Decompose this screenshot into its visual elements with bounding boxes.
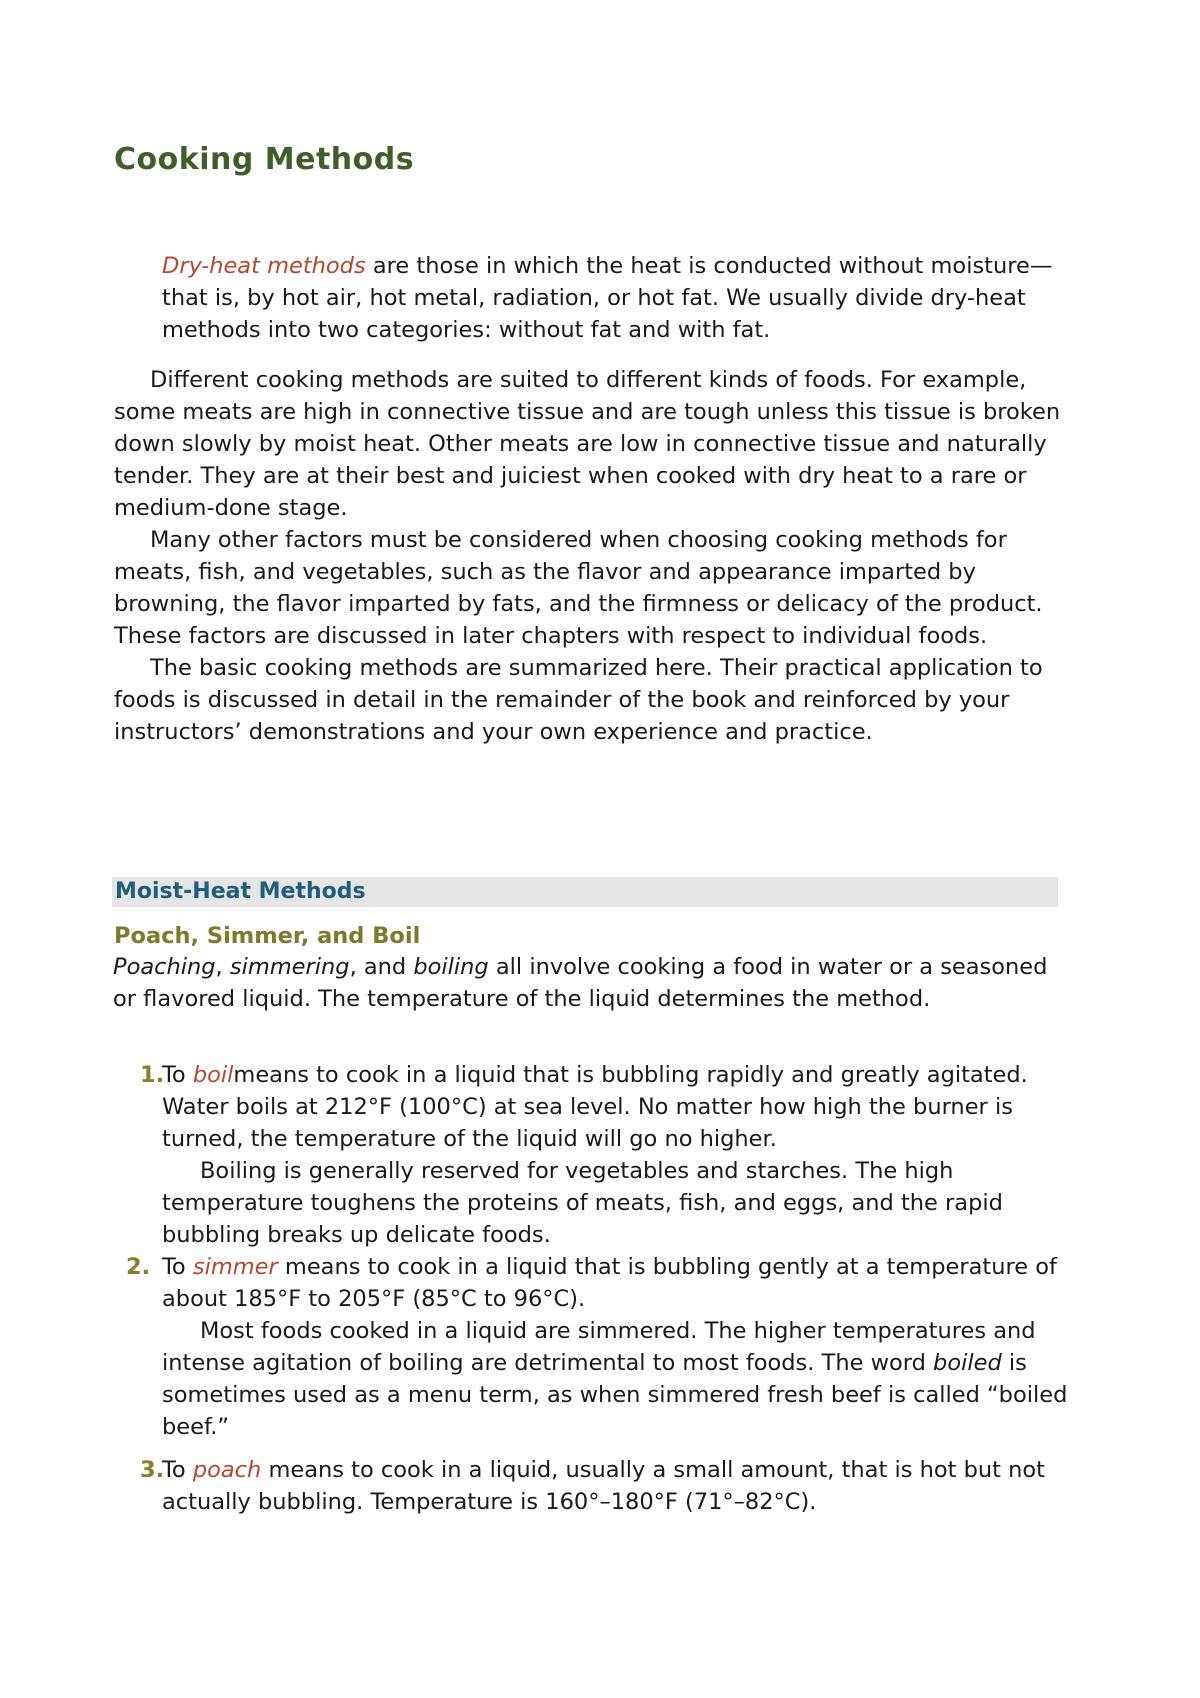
list-item-prefix: To <box>162 1062 193 1088</box>
intro-paragraph: Many other factors must be considered when choosing cooking methods for meats, fish, and vegetables, such as the flavor and appearance imparted by browning, the flavor imparted by fats, and the firmness or delicacy of the product. These factors are discussed in later chapters with respect to individual foods. <box>114 527 1043 649</box>
section-heading: Moist-Heat Methods <box>115 879 366 904</box>
subsection-heading: Poach, Simmer, and Boil <box>114 923 421 949</box>
list-item-poach <box>162 1454 1072 1518</box>
intro-paragraph: Different cooking methods are suited to different kinds of foods. For example, some meats are high in connective tissue and are tough unless this tissue is broken down slowly by moist heat. Other meats are low in connective tissue and naturally tender. They are at their best and juiciest when cooked with dry heat to a rare or medium-done stage. <box>114 367 1061 521</box>
note-text: is sometimes used as a menu term, as when simmered fresh beef is called “boiled beef.” <box>162 1350 1068 1440</box>
list-item-definition: means to cook in a liquid that is bubbling gently at a temperature of about 185°F to 205°F (85°C to 96°C). <box>162 1254 1057 1312</box>
list-item-prefix: To <box>162 1457 193 1483</box>
page-title: Cooking Methods <box>114 142 415 177</box>
term-boiling: boiling <box>413 954 489 980</box>
list-number: 1. <box>140 1062 165 1088</box>
term-simmering: simmering <box>229 954 350 980</box>
list-item-simmer <box>162 1251 1072 1443</box>
list-item-term: boil <box>192 1062 234 1088</box>
note-text: Most foods cooked in a liquid are simmered. The higher temperatures and intense agitation of boiling are detrimental to most foods. The word <box>162 1318 1036 1376</box>
list-item-note <box>162 1315 1072 1443</box>
callout-text: are those in which the heat is conducted without moisture—that is, by hot air, hot metal, radiation, or hot fat. We usually divide dry-heat methods into two categories: without fat and with fat. <box>162 253 1053 343</box>
list-item-term: poach <box>192 1457 262 1483</box>
list-item-prefix: To <box>162 1254 193 1280</box>
list-item-definition: means to cook in a liquid, usually a small amount, that is hot but not actually bubbling. Temperature is 160°–180°F (71°–82°C). <box>162 1457 1045 1515</box>
callout-term: Dry-heat methods <box>162 253 366 279</box>
list-number: 2. <box>126 1254 151 1280</box>
definition-callout <box>162 250 1062 346</box>
list-item-text <box>162 1059 1072 1155</box>
intro-section <box>114 364 1074 748</box>
list-item-text <box>162 1251 1072 1315</box>
subsection-intro <box>113 951 1073 1015</box>
intro-paragraph: The basic cooking methods are summarized here. Their practical application to foods is discussed in detail in the remainder of the book and reinforced by your instructors’ demonstrations and your own experience and practice. <box>114 655 1043 745</box>
list-item-term: simmer <box>192 1254 278 1280</box>
list-item-note: Boiling is generally reserved for vegetables and starches. The high temperature toughens the proteins of meats, fish, and eggs, and the rapid bubbling breaks up delicate foods. <box>162 1158 1003 1248</box>
intro-text: all involve cooking a food in water or a seasoned or flavored liquid. The temperature of the liquid determines the method. <box>113 954 1048 1012</box>
term-poaching: Poaching <box>113 954 216 980</box>
intro-separator: , and <box>349 954 414 980</box>
note-term: boiled <box>933 1350 1002 1376</box>
list-item-definition: means to cook in a liquid that is bubbling rapidly and greatly agitated. Water boils at 212°F (100°C) at sea level. No matter how high the burner is turned, the temperature of the liquid will go no higher. <box>162 1062 1028 1152</box>
subsection-intro-paragraph <box>113 951 1073 1015</box>
intro-separator: , <box>215 954 230 980</box>
list-number: 3. <box>140 1457 165 1483</box>
list-item-text <box>162 1454 1072 1518</box>
list-item-boil <box>162 1059 1072 1251</box>
